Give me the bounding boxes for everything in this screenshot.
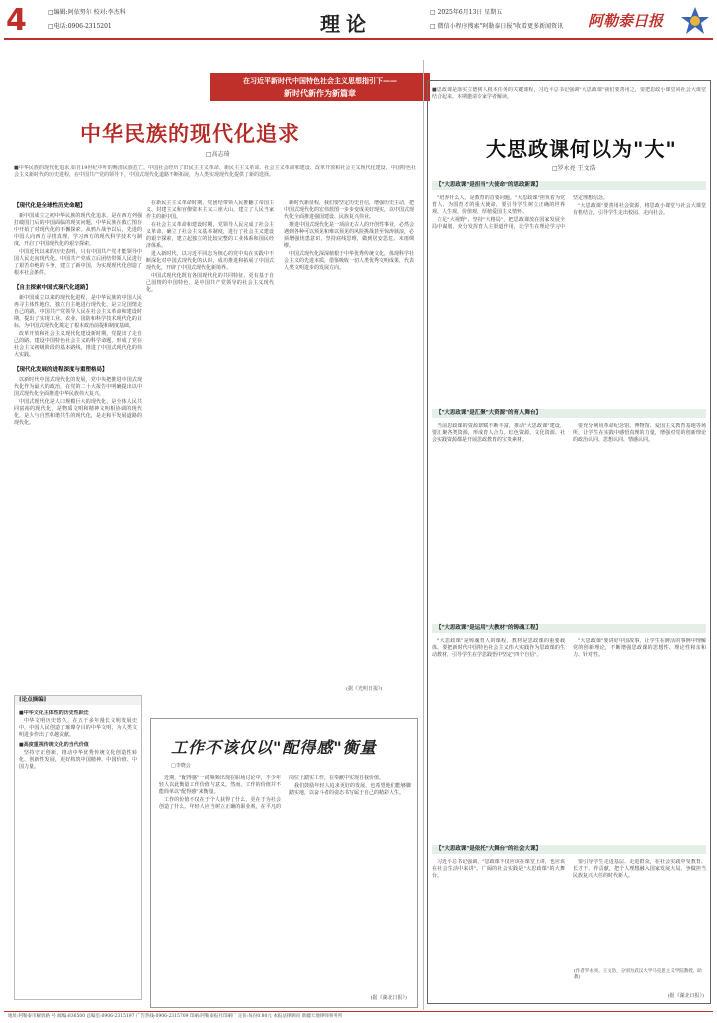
essay-byline: □李晓会 — [171, 763, 191, 769]
banner-line-1: 在习近平新时代中国特色社会主义思想指引下—— — [243, 76, 397, 85]
sub1-para: "大思政课"要善用社会资源，将思政小课堂与社会大课堂有机结合，引导学生走出校园、走向社会。 — [573, 203, 706, 216]
theory-para: ■高度重视传统文化的当代价值 — [19, 742, 89, 748]
left-source-line: (据《光明日报》) — [346, 686, 383, 692]
phone-line: □电话:0906-2315201 — [48, 23, 112, 30]
subhead-2: 【"大思政课"是汇聚"大资源"的育人舞台】 — [432, 409, 706, 418]
essay-para: 我们鼓励年轻人追求更好的发展，也希望他们能够脚踏实地，以奋斗者的姿态书写属于自己的精彩人生。 — [289, 783, 411, 796]
header-rule — [4, 38, 713, 40]
section2-para: 改革开放和社会主义现代化建设新时期，党提出了走自己的路、建设中国特色社会主义的科学命题，形成了党在社会主义初级阶段的基本路线，推进了中国式现代化的伟大实践。 — [14, 331, 142, 358]
sub1-para: 立足"大视野"，坚持"大格局"，把思政课放在国家发展全局中谋划，充分发挥育人主渠道作用，让学生在理论学习中坚定理想信念。 — [432, 195, 609, 230]
section-title: 理论 — [320, 12, 372, 36]
footer-text: 地址:阿勒泰市解放路 号 邮编:836500 总编室:0906-2315197 广告热线:0906-2315709 印刷:阿勒泰报社印刷厂 定价:每份0.80元 本报法律顾问 新疆天地律师事务所 — [8, 1014, 343, 1019]
theory-box-title: [论点摘编] — [15, 696, 141, 705]
right-headline: 大思政课何以为"大" — [486, 137, 677, 161]
editor-line: □编辑:阿依努尔 校对:李杰科 — [48, 9, 126, 16]
sub4-para: 习近平总书记强调，"思政课不仅应该在课堂上讲，也应该在社会生活中来讲"。广阔的社会实践是"大思政课"的大舞台。 — [432, 859, 565, 879]
sub1-para: "培养什么人，是教育的首要问题。"大思政课"担负着为党育人、为国育才的重大使命，要引导学生树立正确的世界观、人生观、价值观，厚植爱国主义情怀。 — [432, 195, 565, 215]
section1-para: 新中国成立之初中华民族的现代化追求，是在西方列强打破国门后的中国面临的现实问题，中华民族在救亡图存中开始了对现代化的不懈探索。从鸦片战争以后，先进的中国人向西方寻找真理，学习西方的现代科学技术与制度，开启了中国现代化的艰辛探索。 — [14, 213, 142, 247]
center-para: 在新民主主义革命时期，党团结带领人民推翻了帝国主义、封建主义和官僚资本主义三座大山，建立了人民当家作主的新中国。 — [146, 200, 274, 220]
left-column-2 — [146, 200, 274, 690]
sub4-para: 要引导学生走进基层、走进群众，在社会实践中受教育、长才干、作贡献，把个人理想融入国家发展大局，争做担当民族复兴大任的时代新人。 — [573, 859, 706, 879]
right-byline: □罗永亮 王文浩 — [552, 165, 596, 172]
logo-emblem-icon — [680, 6, 710, 36]
essay-title: 工作不该仅以"配得感"衡量 — [171, 738, 377, 757]
theory-box — [14, 695, 142, 1000]
left-byline: □高志琦 — [206, 151, 230, 158]
section3-title: 【现代化发展的进程深度与重塑格局】 — [14, 367, 108, 373]
essay-para: 工作的价值不仅在于个人获得了什么，更在于为社会创造了什么。年轻人应当树立正确的职业观，在平凡的岗位上踏实工作，在奉献中实现自我价值。 — [159, 775, 385, 810]
promo-line: □ 微信小程序搜索"阿勒泰日报"收看更多新闻资讯 — [430, 23, 564, 30]
right-source-line: (据《湖北日报》) — [667, 992, 704, 999]
center-para: 进入新时代，以习近平同志为核心的党中央在实践中不断深化对中国式现代化的认识，成功推进和拓展了中国式现代化，开辟了中国式现代化新境界。 — [146, 251, 274, 271]
theory-para: 中华文明历史悠久，在五千多年漫长文明发展史中，中国人民创造了璀璨夺目的中华文明，为人类文明进步作出了卓越贡献。 — [19, 718, 137, 738]
author-note: (作者罗永亮、王文浩，分别为武汉大学马克思主义学院教授、助教) — [574, 969, 702, 980]
section1-title: 【现代化是全球性历史命题】 — [14, 203, 86, 209]
center-para: 在社会主义革命和建设时期，党领导人民完成了社会主义革命，确立了社会主义基本制度，进行了社会主义建设的艰辛探索，建立起独立的比较完整的工业体系和国民经济体系。 — [146, 222, 274, 249]
feature-banner — [210, 73, 430, 101]
essay-para: 近期，"配得感"一词频频出现在职场讨论中，不少年轻人以此衡量工作价值与意义。然而，工作的价值并不能简单以"配得感"来衡量。 — [159, 775, 281, 795]
theory-para: ■中华文化主体性的历史性跃迁 — [19, 710, 89, 716]
right-feature-box — [427, 80, 711, 1004]
sub3-para: "大思政课"要讲好中国故事，让学生在鲜活的事例中理解党的创新理论，不断增强思政课的思想性、理论性和亲和力、针对性。 — [573, 638, 706, 658]
subhead-1: 【"大思政课"是担当"大使命"的思政新课】 — [432, 181, 706, 190]
newspaper-logo: 阿勒泰日报 — [588, 12, 664, 30]
essay-box — [150, 718, 418, 1008]
section3-para: 中国式现代化是人口规模巨大的现代化，是全体人民共同富裕的现代化，是物质文明和精神文明相协调的现代化，是人与自然和谐共生的现代化，是走和平发展道路的现代化。 — [14, 399, 142, 426]
left-headline: 中华民族的现代化追求 — [80, 121, 300, 146]
page-number: 4 — [6, 3, 27, 38]
sub2-para: 当前思政课的资源禀赋不断丰富，推动"大思政课"建设，要汇聚各类资源，形成育人合力。红色资源、文化资源、社会实践资源都是开展思政教育的宝贵素材。 — [432, 423, 565, 443]
left-column-3 — [284, 200, 414, 680]
footer-rule — [4, 1011, 713, 1012]
subhead-3: 【"大思政课"是运用"大教材"的铸魂工程】 — [432, 624, 706, 633]
right-para: 中国式现代化深深植根于中华优秀传统文化，体现科学社会主义的先进本质，借鉴吸收一切人类优秀文明成果，代表人类文明进步的发展方向。 — [284, 251, 414, 271]
section3-para: 以新时代中国式现代化的发展，党中央把推进中国式现代化作为最大的政治，在党的二十大报告中明确提出以中国式现代化全面推进中华民族伟大复兴。 — [14, 377, 142, 397]
right-para: 推进中国式现代化是一项前无古人的开创性事业，必然会遇到各种可以预见和难以预见的风险挑战甚至惊涛骇浪，必须增强忧患意识，坚持底线思维，做到居安思危、未雨绸缪。 — [284, 222, 414, 249]
right-para: 新时代新征程，我们要坚定历史自信，增强历史主动，把中国式现代化的宏伟蓝图一步步变成美好现实，以中国式现代化全面推进强国建设、民族复兴伟业。 — [284, 200, 414, 220]
sub3-para: "大思政课"是铸魂育人的课程，教材是思政课的重要载体。要把新时代中国特色社会主义伟大实践作为思政课的生动教材，引导学生在学思践悟中坚定"四个自信"。 — [432, 638, 565, 658]
section2-para: 新中国成立以来的现代化进程，是中华民族的中国人民再寻主体性地位，独立自主地进行现代化，是立足国情走自己的路。中国共产党领导人民在社会主义革命和建设时期，提出了实现工业、农业、国防和科学技术现代化的目标，为中国式现代化奠定了根本政治前提和制度基础。 — [14, 295, 142, 329]
right-intro: ■思政课是落实立德树人根本任务的关键课程，习近平总书记强调"大思政课"我们要善用之，要把思政小课堂同社会大课堂结合起来。本期邀请专家学者解读。 — [432, 87, 706, 100]
sub2-para: 要充分利用革命纪念馆、博物馆、爱国主义教育基地等场所，让学生在实践中感悟真理的力量，增强对党的创新理论的政治认同、思想认同、情感认同。 — [573, 423, 706, 443]
column-divider — [423, 60, 424, 1010]
banner-line-2: 新时代新作为新篇章 — [284, 88, 356, 98]
subhead-4: 【"大思政课"是依托"大舞台"的社会大课】 — [432, 845, 706, 854]
essay-source: (据《湖北日报》) — [370, 994, 407, 1001]
section2-title: 【自主探索中国式现代化道路】 — [14, 285, 92, 291]
date-line: □ 2025年6月13日 星期五 — [430, 9, 503, 16]
theory-para: 坚持守正创新，推动中华优秀传统文化创造性转化、创新性发展，更好构筑中国精神、中国价值、中国力量。 — [19, 750, 137, 770]
center-para: 中国式现代化既有各国现代化的共同特征，更有基于自己国情的中国特色，是中国共产党领导的社会主义现代化。 — [146, 273, 274, 293]
left-intro: ■中华民族的现代化追求,始自19世纪中叶的晚清民族危亡，中国社会经历了旧民主主义革命、新民主主义革命、社会主义革命和建设、改革开放和社会主义现代化建设、中国特色社会主义新时代的历史进程，在中国共产党的领导下，中国式现代化道路不断拓展，为人类实现现代化提供了新的选择。 — [14, 165, 416, 178]
section1-para: 中国近代以来的历史表明，只有中国共产党才能领导中国人民走向现代化。中国共产党成立后团结带领人民进行了艰苦卓绝的斗争，建立了新中国，为实现现代化创造了根本社会条件。 — [14, 249, 142, 276]
left-column-1 — [14, 200, 142, 710]
